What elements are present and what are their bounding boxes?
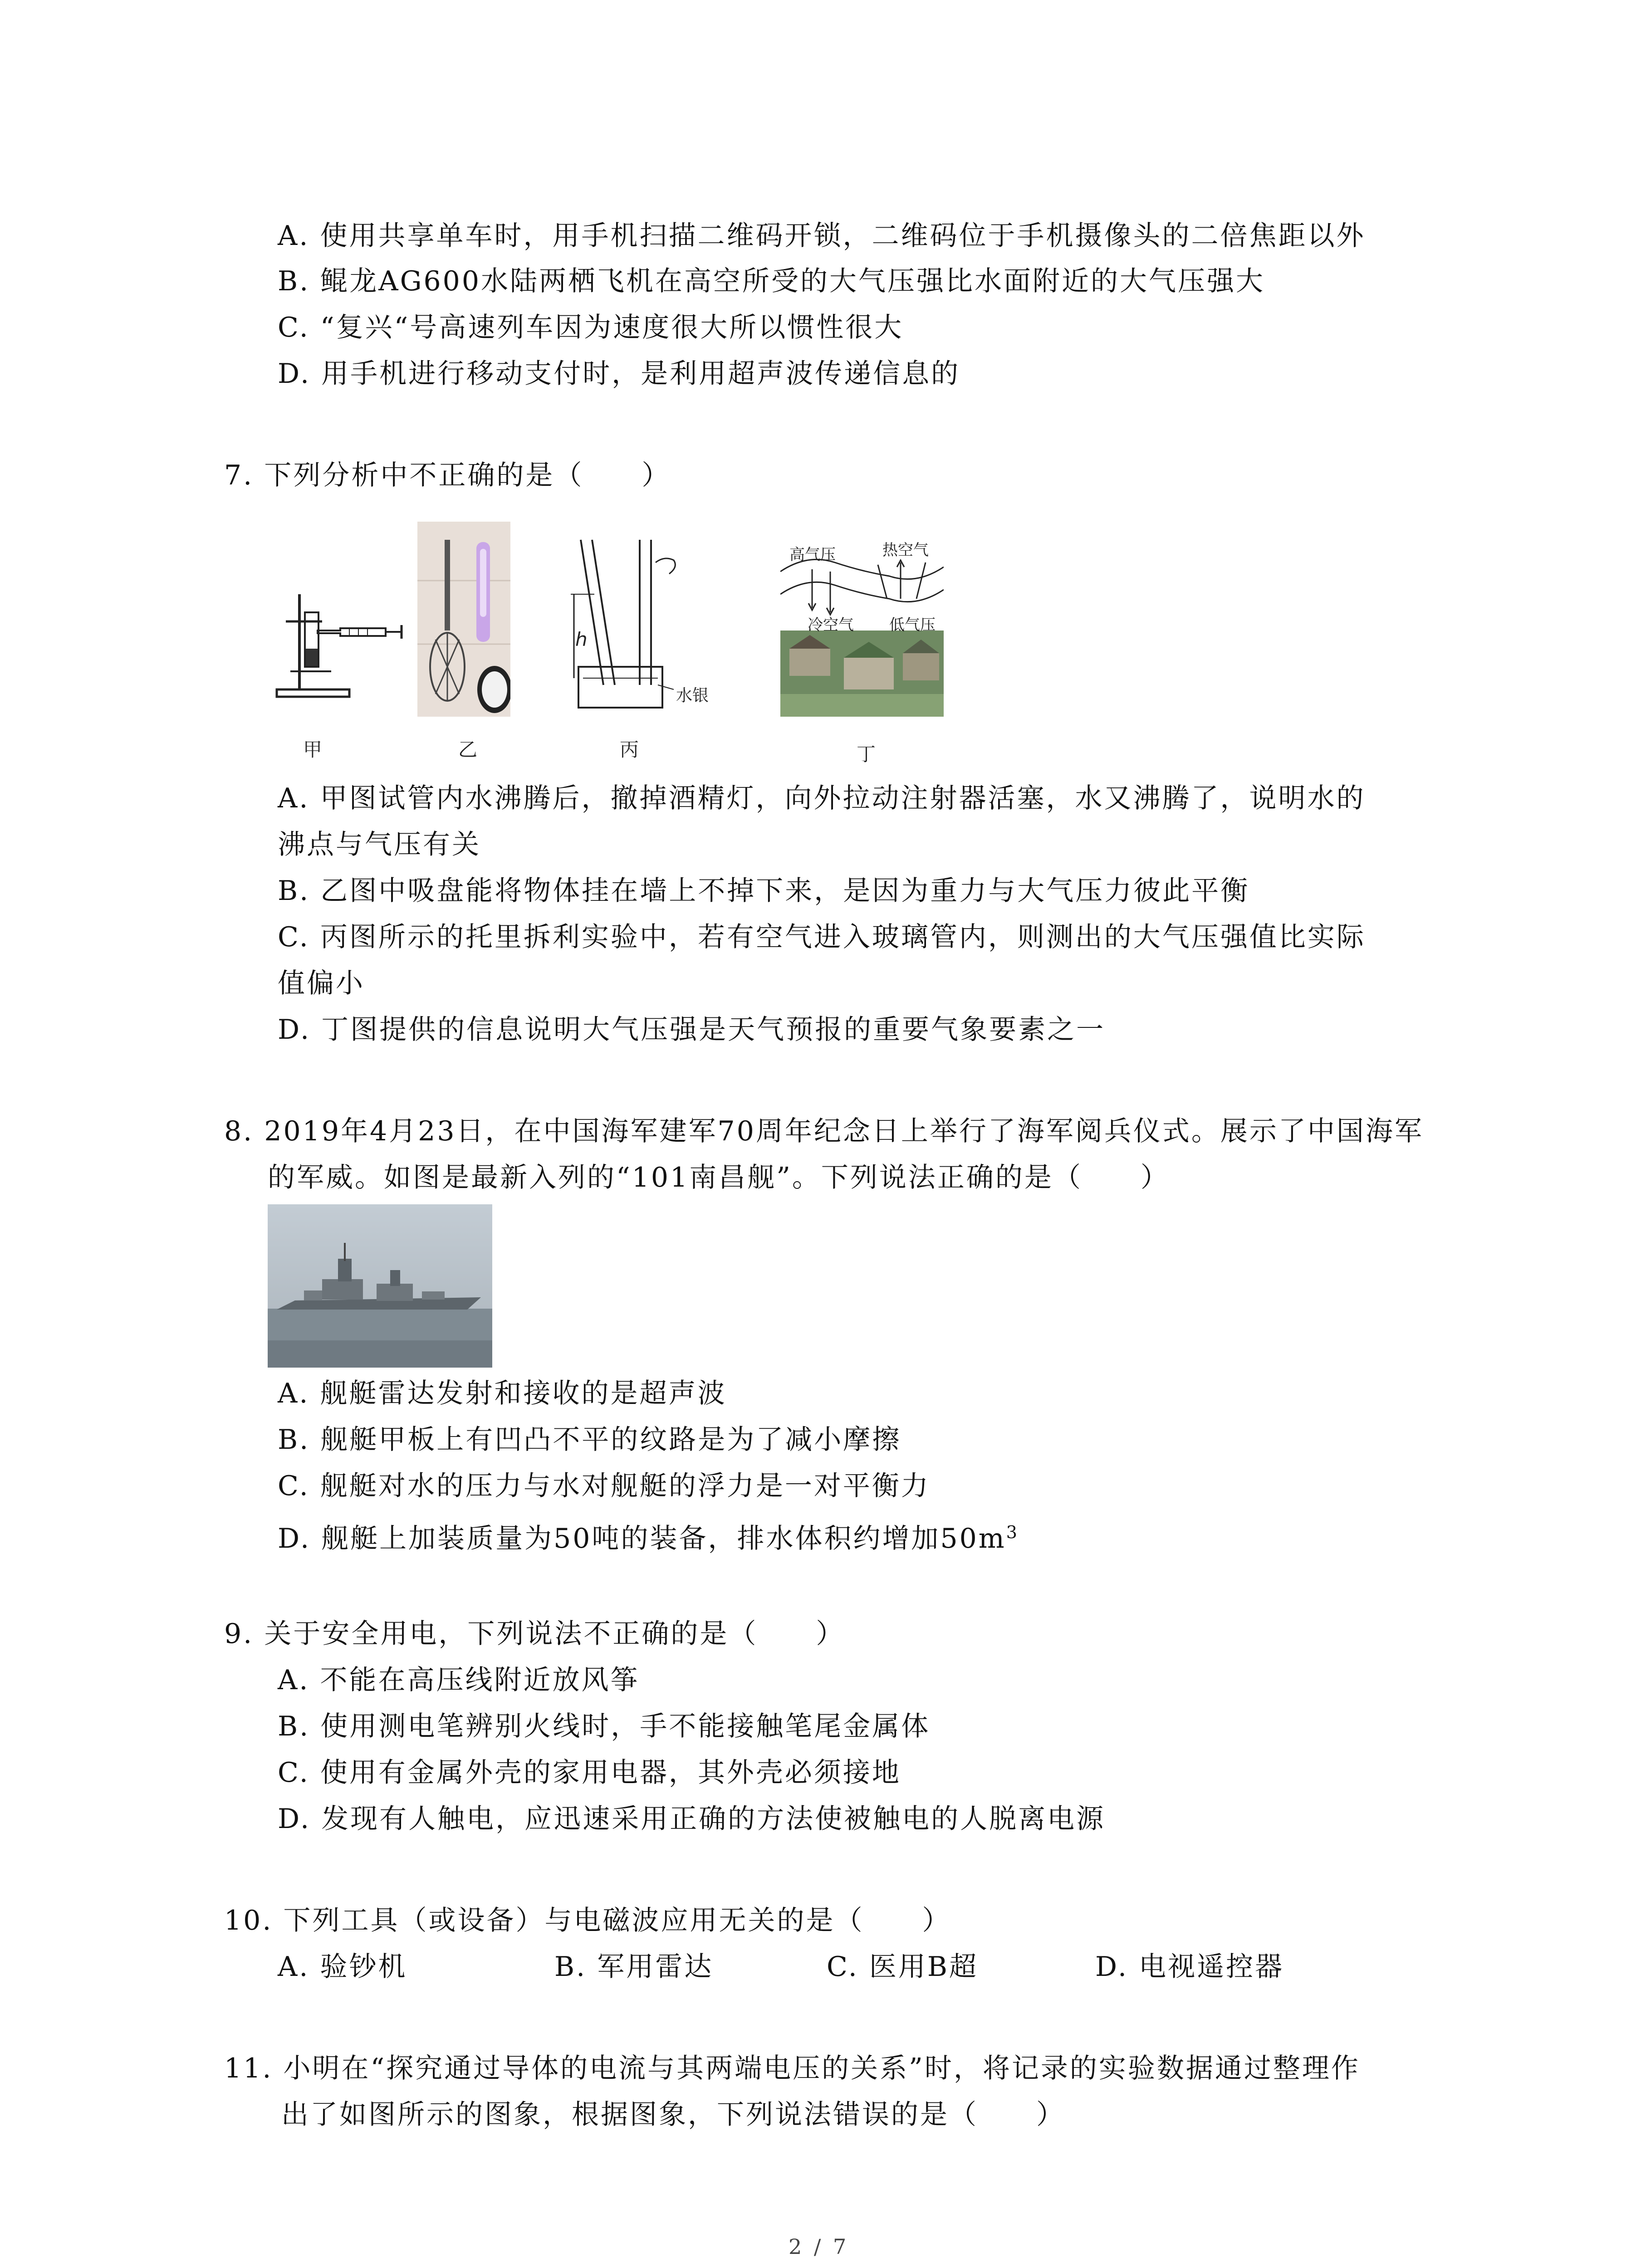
q6-option-d: D. 用手机进行移动支付时，是利用超声波传递信息的 [278,358,960,390]
figure-ding-high-pressure: 高气压 [789,546,836,564]
figure-yi-caption: 乙 [458,738,478,761]
figure-bing-torricelli [567,535,685,717]
figure-ding-low-pressure: 低气压 [889,616,936,634]
warship-photo [268,1204,492,1368]
q7-option-b: B. 乙图中吸盘能将物体挂在墙上不掉下来，是因为重力与大气压力彼此平衡 [278,875,1250,907]
q7-option-a-line2: 沸点与气压有关 [278,829,481,860]
q8-option-d-text: D. 舰艇上加装质量为50吨的装备，排水体积约增加50m [278,1523,1006,1554]
q11-stem-line1: 11. 小明在“探究通过导体的电流与其两端电压的关系”时，将记录的实验数据通过整理作 [224,2053,1360,2084]
q9-option-d: D. 发现有人触电，应迅速采用正确的方法使被触电的人脱离电源 [278,1803,1106,1835]
figure-ding-caption: 丁 [857,743,876,765]
figure-ding-weather-illustration [780,541,944,717]
q6-option-b: B. 鲲龙AG600水陆两栖飞机在高空所受的大气压强比水面附近的大气压强大 [278,265,1265,297]
q8-stem-line2: 的军威。如图是最新入列的“101南昌舰”。下列说法正确的是（ ） [268,1162,1170,1193]
q7-option-a-line1: A. 甲图试管内水沸腾后，撤掉酒精灯，向外拉动注射器活塞，水又沸腾了，说明水的 [278,782,1366,814]
figure-jia-apparatus [272,585,408,703]
q8-option-c: C. 舰艇对水的压力与水对舰艇的浮力是一对平衡力 [278,1470,930,1502]
figure-bing-mercury-label: 水银 [676,686,709,705]
q9-option-b: B. 使用测电笔辨别火线时，手不能接触笔尾金属体 [278,1711,931,1742]
q11-stem-line2: 出了如图所示的图象，根据图象，下列说法错误的是（ ） [281,2099,1065,2131]
figure-bing-height-label: h [575,628,588,650]
figure-ding-hot-air: 热空气 [882,541,929,559]
q10-option-d: D. 电视遥控器 [1095,1951,1284,1983]
q10-option-b: B. 军用雷达 [554,1951,714,1983]
q8-option-d [278,1516,1019,1555]
figure-jia-caption: 甲 [303,738,323,761]
q7-option-c-line2: 值偏小 [278,968,365,999]
q7-stem: 7. 下列分析中不正确的是（ ） [224,459,671,491]
q9-option-a: A. 不能在高压线附近放风筝 [278,1664,640,1696]
q9-option-c: C. 使用有金属外壳的家用电器，其外壳必须接地 [278,1757,901,1789]
q10-option-c: C. 医用B超 [827,1951,979,1983]
q9-stem: 9. 关于安全用电，下列说法不正确的是（ ） [224,1618,845,1650]
q10-option-a: A. 验钞机 [278,1951,407,1983]
q8-option-b: B. 舰艇甲板上有凹凸不平的纹路是为了减小摩擦 [278,1424,901,1456]
figure-yi-suction-hook-photo [417,522,510,717]
q7-option-d: D. 丁图提供的信息说明大气压强是天气预报的重要气象要素之一 [278,1014,1106,1046]
q6-option-a: A. 使用共享单车时，用手机扫描二维码开锁，二维码位于手机摄像头的二倍焦距以外 [278,220,1366,252]
q8-stem-line1: 8. 2019年4月23日，在中国海军建军70周年纪念日上举行了海军阅兵仪式。展示了中国海军 [224,1115,1424,1147]
q8-option-a: A. 舰艇雷达发射和接收的是超声波 [278,1378,727,1409]
q10-stem: 10. 下列工具（或设备）与电磁波应用无关的是（ ） [224,1905,951,1936]
figure-ding-cold-air: 冷空气 [808,616,854,634]
figure-bing-caption: 丙 [620,738,639,761]
q7-option-c-line1: C. 丙图所示的托里拆利实验中，若有空气进入玻璃管内，则测出的大气压强值比实际 [278,921,1366,953]
q8-option-d-exponent: 3 [1006,1522,1019,1542]
page-number: 2 / 7 [789,2234,849,2259]
q6-option-c: C. “复兴“号高速列车因为速度很大所以惯性很大 [278,312,904,343]
